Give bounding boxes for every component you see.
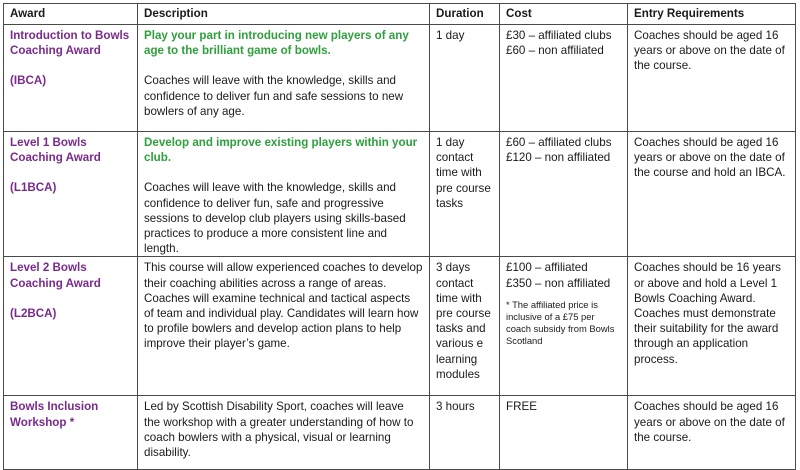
award-name: Level 2 Bowls Coaching Award bbox=[10, 261, 101, 290]
header-duration: Duration bbox=[430, 4, 500, 25]
award-cell bbox=[4, 396, 138, 470]
table-row bbox=[4, 25, 796, 132]
awards-table bbox=[3, 3, 796, 470]
description-cell bbox=[138, 25, 430, 132]
cost-line: £30 – affiliated clubs bbox=[506, 29, 612, 42]
description-headline: Play your part in introducing new players of any age to the brilliant game of bowls. bbox=[144, 29, 409, 58]
entry-cell: Coaches should be aged 16 years or above on the date of the course and hold an IBCA. bbox=[628, 132, 796, 257]
description-headline: Develop and improve existing players within your club. bbox=[144, 136, 418, 165]
cost-line: £60 – affiliated clubs bbox=[506, 136, 612, 149]
award-code: (IBCA) bbox=[10, 74, 47, 88]
award-name: Bowls Inclusion Workshop * bbox=[10, 400, 99, 429]
cost-line: £60 – non affiliated bbox=[506, 44, 604, 58]
header-cost: Cost bbox=[500, 4, 628, 25]
description-cell bbox=[138, 396, 430, 470]
cost-note: * The affiliated price is inclusive of a £75 per coach subsidy from Bowls Scotland bbox=[506, 298, 615, 346]
duration-cell: 3 hours bbox=[430, 396, 500, 470]
description-text: Led by Scottish Disability Sport, coaches will leave the workshop with a greater understanding of how to coach bowlers with a physical, visual or learning disability. bbox=[144, 400, 414, 460]
entry-cell: Coaches should be aged 16 years or above on the date of the course. bbox=[628, 396, 796, 470]
duration-cell: 1 day contact time with pre course tasks bbox=[430, 132, 500, 257]
award-name: Introduction to Bowls Coaching Award bbox=[10, 29, 130, 58]
description-text: Coaches will leave with the knowledge, skills and confidence to deliver fun, safe and progressive sessions to develop club players using skills-based practices to produce a more consistent line and length. bbox=[144, 181, 406, 256]
cost-line: £100 – affiliated bbox=[506, 261, 588, 275]
description-text: Coaches will leave with the knowledge, skills and confidence to deliver fun and safe sessions to new bowlers of any age. bbox=[144, 74, 404, 118]
award-cell bbox=[4, 25, 138, 132]
award-code: (L2BCA) bbox=[10, 306, 57, 320]
entry-cell: Coaches should be aged 16 years or above on the date of the course. bbox=[628, 25, 796, 132]
cost-cell bbox=[500, 257, 628, 396]
table-row bbox=[4, 257, 796, 396]
cost-line: £120 – non affiliated bbox=[506, 151, 611, 165]
entry-cell: Coaches should be 16 years or above and hold a Level 1 Bowls Coaching Award. Coaches must demonstrate their suitability for the award through an application process. bbox=[628, 257, 796, 396]
cost-cell bbox=[500, 132, 628, 257]
table-row bbox=[4, 132, 796, 257]
cost-line: FREE bbox=[506, 400, 537, 414]
award-cell bbox=[4, 132, 138, 257]
description-cell bbox=[138, 257, 430, 396]
duration-cell: 3 days contact time with pre course tasks and various e learning modules bbox=[430, 257, 500, 396]
header-award: Award bbox=[4, 4, 138, 25]
description-cell bbox=[138, 132, 430, 257]
table-row bbox=[4, 396, 796, 470]
award-code: (L1BCA) bbox=[10, 181, 57, 195]
cost-line: £350 – non affiliated bbox=[506, 276, 611, 290]
duration-cell: 1 day bbox=[430, 25, 500, 132]
award-cell bbox=[4, 257, 138, 396]
header-entry-requirements: Entry Requirements bbox=[628, 4, 796, 25]
description-text: This course will allow experienced coaches to develop their coaching abilities across a range of areas. Coaches will examine technical and tactical aspects of team and individual play. Candidates will learn how to profile bowlers and develop action plans to help improve their player’s game. bbox=[144, 261, 423, 351]
header-row bbox=[4, 4, 796, 25]
cost-cell bbox=[500, 396, 628, 470]
header-description: Description bbox=[138, 4, 430, 25]
award-name: Level 1 Bowls Coaching Award bbox=[10, 136, 101, 165]
cost-cell bbox=[500, 25, 628, 132]
